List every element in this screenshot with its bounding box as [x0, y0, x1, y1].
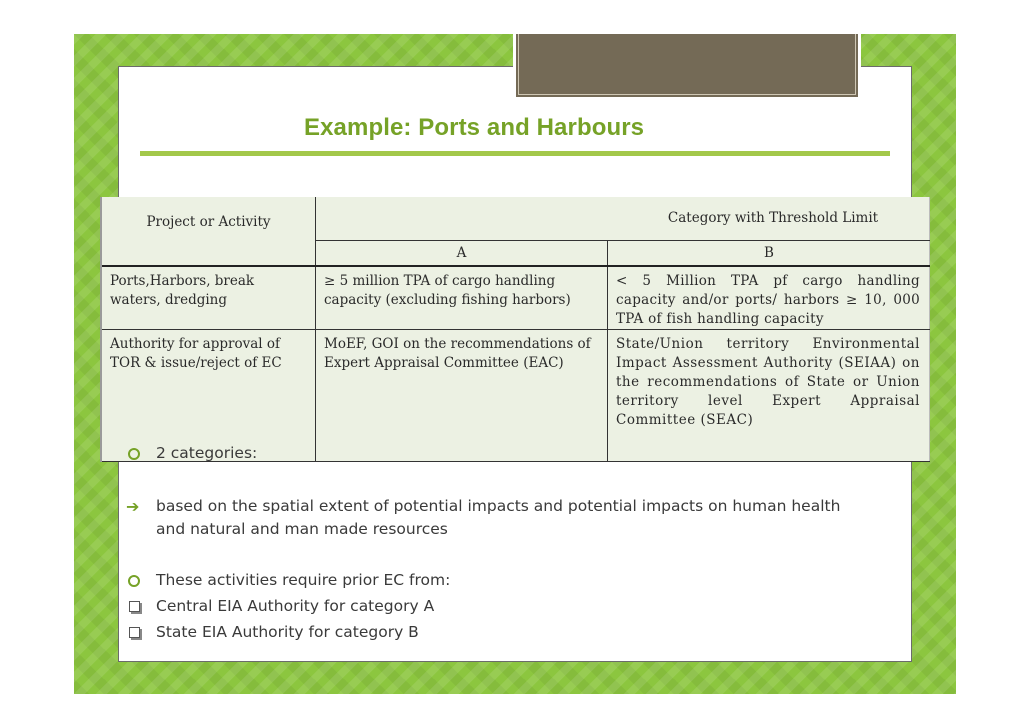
square-bullet-icon — [129, 623, 140, 642]
header-category-a-label: A — [456, 244, 467, 261]
threshold-table — [102, 197, 930, 462]
row1-category-b-text: < 5 Million TPA pf cargo handling capacity and/or ports/ harbors ≥ 10, 000 TPA of fish handling capacity — [616, 273, 920, 327]
row1-category-b — [608, 266, 931, 330]
header-project-activity-label: Project or Activity — [146, 214, 271, 230]
ring-bullet-icon — [128, 571, 140, 591]
row2-activity — [102, 330, 316, 462]
row2-category-b-text: State/Union territory Environmental Impact Assessment Authority (SEIAA) on the recommendations of State or Union territory level Expert Appraisal Committee (SEAC) — [616, 336, 920, 428]
threshold-table-container — [100, 197, 930, 462]
bullet-arrow-line1: based on the spatial extent of potential impacts and potential impacts on human health — [156, 497, 841, 515]
title-underline — [140, 151, 890, 156]
bullet-categories-text: 2 categories: — [156, 444, 258, 462]
header-category-b-label: B — [764, 244, 774, 261]
row2-activity-text: Authority for approval of TOR & issue/reject of EC — [110, 336, 282, 371]
row1-category-a — [316, 266, 608, 330]
ring-bullet-icon — [128, 444, 140, 464]
row1-activity — [102, 266, 316, 330]
header-category-threshold-label: Category with Threshold Limit — [667, 210, 879, 227]
slide-title: Example: Ports and Harbours — [304, 114, 645, 141]
header-category-b — [608, 240, 931, 266]
row1-activity-text: Ports,Harbors, break waters, dredging — [110, 273, 255, 308]
bullet-prior-ec-text: These activities require prior EC from: — [156, 571, 451, 589]
decorative-tab — [513, 34, 861, 100]
table-row — [102, 266, 930, 330]
row2-category-b — [608, 330, 931, 462]
row2-category-a — [316, 330, 608, 462]
header-project-activity — [102, 197, 316, 266]
header-category-threshold — [316, 197, 931, 240]
row2-category-a-text: MoEF, GOI on the recommendations of Expert Appraisal Committee (EAC) — [324, 336, 591, 371]
bullet-central-text: Central EIA Authority for category A — [156, 597, 435, 615]
row1-category-a-text: ≥ 5 million TPA of cargo handling capacity (excluding fishing harbors) — [324, 273, 571, 308]
header-category-a — [316, 240, 608, 266]
square-bullet-icon — [129, 597, 140, 616]
right-arrow-icon: ➔ — [126, 497, 140, 516]
bullet-arrow-line2: and natural and man made resources — [156, 520, 448, 538]
table-row — [102, 330, 930, 462]
bullet-state-text: State EIA Authority for category B — [156, 623, 419, 641]
